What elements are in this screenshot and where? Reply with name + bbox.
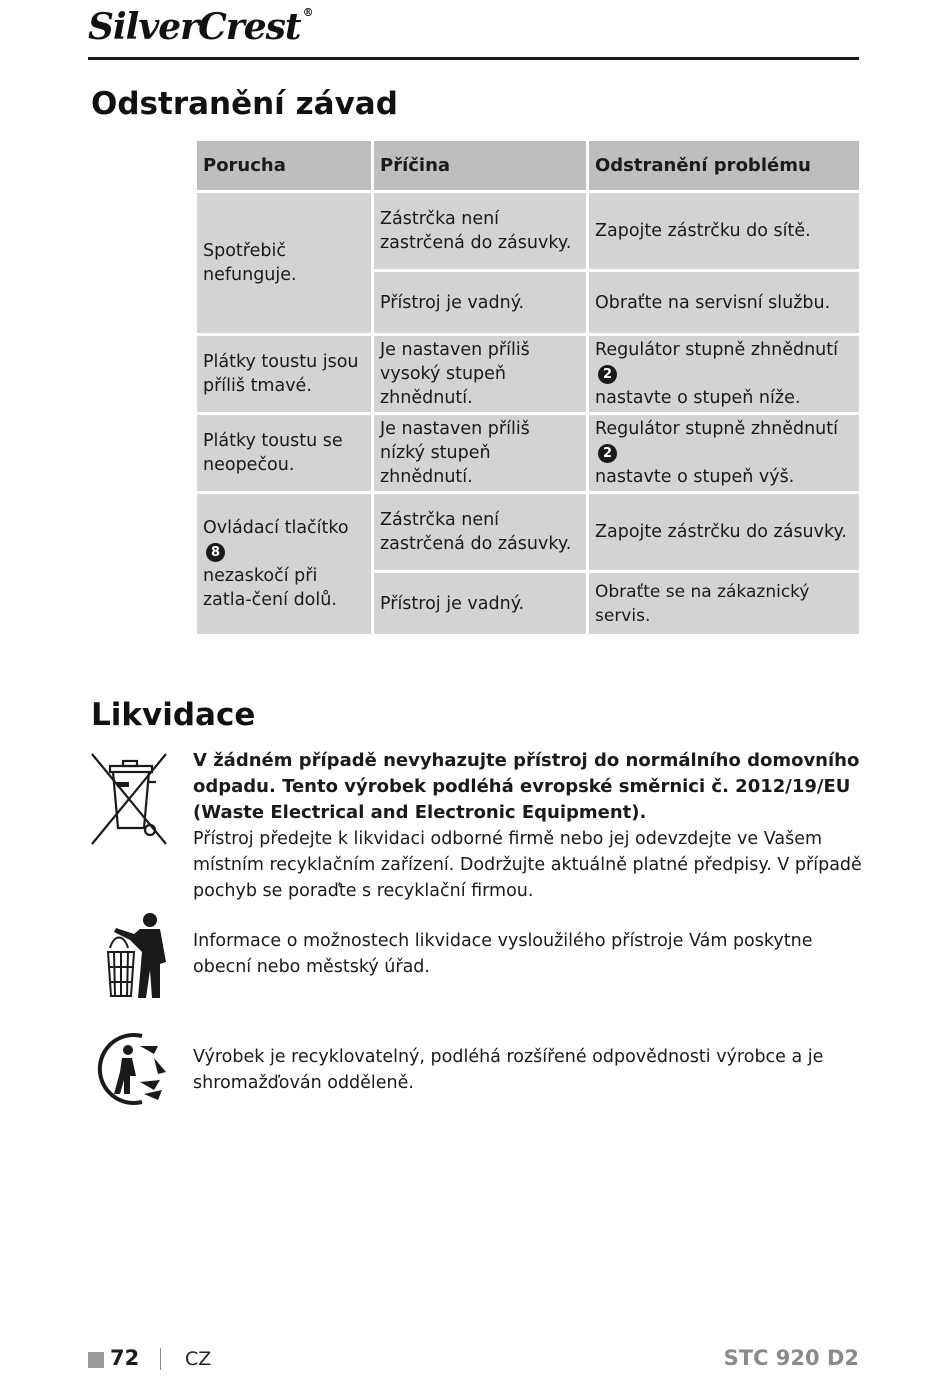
remedy-cell	[588, 335, 861, 414]
tidyman-icon	[100, 912, 172, 1000]
browning-control-number-badge: 2	[598, 444, 617, 463]
remedy-cell	[588, 414, 861, 493]
cause-cell: Je nastaven příliš vysoký stupeň zhnědnutí.	[373, 335, 588, 414]
language-code: CZ	[185, 1348, 212, 1370]
header-rule	[88, 57, 859, 60]
brand-logo	[88, 6, 313, 48]
table-row	[196, 414, 861, 493]
cause-cell: Přístroj je vadný.	[373, 271, 588, 335]
operating-button-number-badge: 8	[206, 543, 225, 562]
column-header-remedy: Odstranění problému	[588, 140, 861, 192]
remedy-text: nastavte o stupeň výš.	[595, 467, 795, 487]
page-number: 72	[110, 1346, 140, 1370]
triman-notice: Výrobek je recyklovatelný, podléhá rozšířené odpovědnosti výrobce a je shromažďován odděleně.	[193, 1047, 824, 1093]
remedy-text: Regulátor stupně zhnědnutí	[595, 419, 839, 439]
remedy-cell: Zapojte zástrčku do zásuvky.	[588, 493, 861, 572]
tidyman-notice: Informace o možnostech likvidace vysloužilého přístroje Vám poskytne obecní nebo městský úřad.	[193, 931, 813, 977]
crossed-bin-icon	[90, 752, 168, 846]
fault-text: nezaskočí při zatla-čení dolů.	[203, 566, 337, 610]
disposal-title: Likvidace	[91, 697, 256, 733]
footer-square-marker	[88, 1352, 104, 1368]
troubleshooting-table	[194, 138, 862, 637]
footer-separator	[160, 1348, 161, 1370]
column-header-cause: Příčina	[373, 140, 588, 192]
fault-cell: Spotřebič nefunguje.	[196, 192, 373, 335]
browning-control-number-badge: 2	[598, 365, 617, 384]
troubleshooting-title: Odstranění závad	[91, 86, 398, 122]
page-footer	[88, 1346, 859, 1376]
model-number: STC 920 D2	[723, 1346, 859, 1370]
table-row	[196, 335, 861, 414]
remedy-text: nastavte o stupeň níže.	[595, 388, 801, 408]
fault-text: Ovládací tlačítko	[203, 518, 349, 538]
cause-cell: Zástrčka není zastrčená do zásuvky.	[373, 192, 588, 271]
column-header-fault: Porucha	[196, 140, 373, 192]
registered-mark: ®	[302, 6, 313, 19]
table-header-row	[196, 140, 861, 192]
weee-notice	[193, 748, 863, 904]
table-row	[196, 192, 861, 271]
cause-cell: Přístroj je vadný.	[373, 572, 588, 636]
fault-cell: Plátky toustu se neopečou.	[196, 414, 373, 493]
remedy-cell: Obraťte na servisní službu.	[588, 271, 861, 335]
remedy-cell: Obraťte se na zákaznický servis.	[588, 572, 861, 636]
brand-name: SilverCrest	[88, 6, 301, 48]
remedy-text: Regulátor stupně zhnědnutí	[595, 340, 839, 360]
fault-cell	[196, 493, 373, 636]
fault-cell: Plátky toustu jsou příliš tmavé.	[196, 335, 373, 414]
weee-instructions: Přístroj předejte k likvidaci odborné firmě nebo jej odevzdejte ve Vašem místním recyklačním zařízení. Dodržujte aktuálně platné předpisy. V případě pochyb se poraďte s recyklační firmou.	[193, 829, 862, 901]
weee-warning-bold: V žádném případě nevyhazujte přístroj do normálního domovního odpadu. Tento výrobek podléhá evropské směrnici č. 2012/19/EU (Waste Electrical and Electronic Equipment).	[193, 750, 860, 823]
triman-icon	[96, 1032, 174, 1106]
remedy-cell: Zapojte zástrčku do sítě.	[588, 192, 861, 271]
table-row	[196, 493, 861, 572]
cause-cell: Je nastaven příliš nízký stupeň zhnědnutí.	[373, 414, 588, 493]
cause-cell: Zástrčka není zastrčená do zásuvky.	[373, 493, 588, 572]
